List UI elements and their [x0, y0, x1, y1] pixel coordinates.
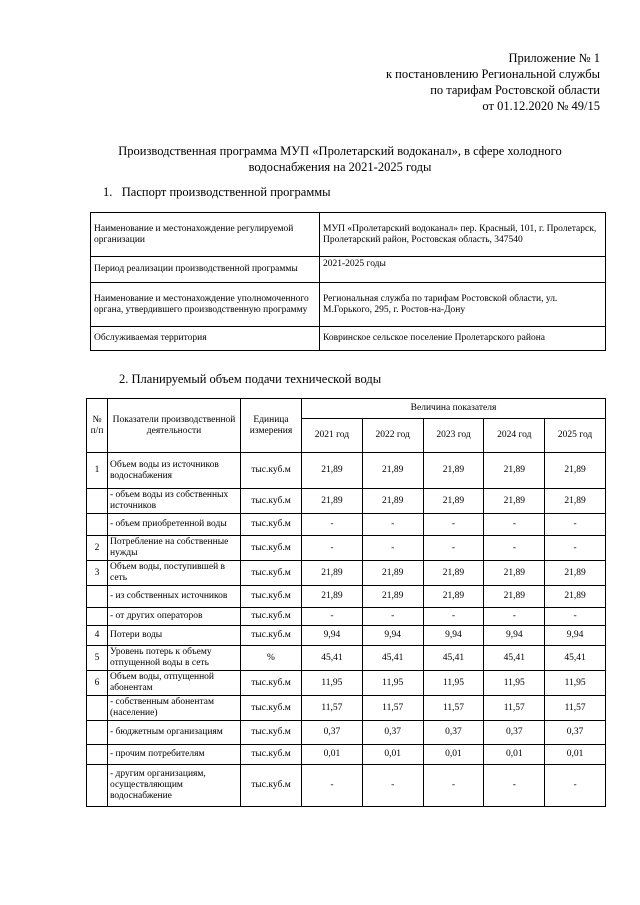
row-value: - — [545, 608, 606, 626]
row-value: 0,37 — [423, 721, 484, 745]
row-value: 0,37 — [484, 721, 545, 745]
header-value-group: Величина показателя — [302, 399, 606, 419]
row-value: - — [302, 536, 363, 561]
row-value: 0,37 — [545, 721, 606, 745]
row-value: 21,89 — [423, 453, 484, 489]
row-value: 21,89 — [484, 453, 545, 489]
row-value: 21,89 — [362, 586, 423, 608]
header-year: 2023 год — [423, 419, 484, 453]
section-1-title: Паспорт производственной программы — [121, 185, 331, 199]
row-value: - — [423, 514, 484, 536]
row-indicator: - из собственных источников — [108, 586, 241, 608]
row-value: 21,89 — [545, 586, 606, 608]
passport-label: Наименование и местонахождение уполномоченного органа, утвердившего производственную программу — [91, 283, 320, 327]
row-value: 45,41 — [423, 646, 484, 671]
row-value: 0,37 — [302, 721, 363, 745]
volume-header-row — [87, 399, 606, 419]
row-indicator: Объем воды, отпущенной абонентам — [108, 671, 241, 696]
row-num — [87, 696, 108, 721]
row-value: - — [423, 536, 484, 561]
row-num: 5 — [87, 646, 108, 671]
row-indicator: - прочим потребителям — [108, 745, 241, 765]
title-line-1: Производственная программа МУП «Пролетарский водоканал», в сфере холодного — [118, 144, 562, 158]
table-row — [87, 696, 606, 721]
table-row — [87, 536, 606, 561]
passport-table — [90, 212, 606, 351]
row-value: 21,89 — [484, 561, 545, 586]
row-value: - — [362, 608, 423, 626]
row-value: 45,41 — [484, 646, 545, 671]
document-title — [80, 143, 600, 175]
appendix-line-3: по тарифам Ростовской области — [430, 83, 600, 97]
row-indicator: Уровень потерь к объему отпущенной воды в сеть — [108, 646, 241, 671]
row-value: 9,94 — [545, 626, 606, 646]
row-value: 21,89 — [484, 586, 545, 608]
row-unit: тыс.куб.м — [241, 561, 302, 586]
row-value: 9,94 — [423, 626, 484, 646]
table-row — [87, 671, 606, 696]
appendix-header — [300, 50, 600, 114]
row-unit: тыс.куб.м — [241, 453, 302, 489]
row-indicator: - бюджетным организациям — [108, 721, 241, 745]
row-value: - — [484, 514, 545, 536]
row-value: - — [484, 765, 545, 807]
row-value: 21,89 — [362, 561, 423, 586]
row-num — [87, 608, 108, 626]
header-num: № п/п — [87, 399, 108, 453]
header-unit: Единица измерения — [241, 399, 302, 453]
row-value: 11,95 — [362, 671, 423, 696]
row-value: 21,89 — [302, 561, 363, 586]
table-row — [87, 586, 606, 608]
appendix-line-2: к постановлению Региональной службы — [385, 67, 600, 81]
table-row — [87, 561, 606, 586]
row-value: - — [302, 765, 363, 807]
passport-value: Региональная служба по тарифам Ростовской области, ул. М.Горького, 295, г. Ростов-на-Дону — [320, 283, 606, 327]
passport-label: Период реализации производственной программы — [91, 257, 320, 283]
row-value: - — [545, 536, 606, 561]
row-indicator: - собственным абонентам (население) — [108, 696, 241, 721]
row-num — [87, 489, 108, 514]
passport-row — [91, 257, 606, 283]
row-unit: тыс.куб.м — [241, 608, 302, 626]
header-year: 2021 год — [302, 419, 363, 453]
row-indicator: - объем приобретенной воды — [108, 514, 241, 536]
row-unit: тыс.куб.м — [241, 745, 302, 765]
row-value: 0,37 — [362, 721, 423, 745]
row-value: 21,89 — [302, 586, 363, 608]
row-value: 0,01 — [545, 745, 606, 765]
row-value: 0,01 — [302, 745, 363, 765]
row-value: 11,95 — [302, 671, 363, 696]
table-row — [87, 626, 606, 646]
row-unit: тыс.куб.м — [241, 696, 302, 721]
row-unit: тыс.куб.м — [241, 536, 302, 561]
row-value: 11,57 — [423, 696, 484, 721]
header-year: 2022 год — [362, 419, 423, 453]
table-row — [87, 489, 606, 514]
row-value: - — [362, 536, 423, 561]
row-num — [87, 765, 108, 807]
row-value: 21,89 — [302, 453, 363, 489]
row-unit: тыс.куб.м — [241, 765, 302, 807]
passport-value: МУП «Пролетарский водоканал» пер. Красный, 101, г. Пролетарск, Пролетарский район, Ростовская область, 347540 — [320, 213, 606, 257]
table-row — [87, 514, 606, 536]
row-value: - — [302, 514, 363, 536]
row-value: 45,41 — [362, 646, 423, 671]
row-value: 9,94 — [362, 626, 423, 646]
passport-row — [91, 327, 606, 351]
row-value: - — [423, 765, 484, 807]
row-value: 11,95 — [484, 671, 545, 696]
row-value: 21,89 — [545, 489, 606, 514]
row-value: 0,01 — [423, 745, 484, 765]
row-indicator: Объем воды, поступившей в сеть — [108, 561, 241, 586]
row-unit: тыс.куб.м — [241, 586, 302, 608]
table-row — [87, 453, 606, 489]
row-num: 1 — [87, 453, 108, 489]
table-row — [87, 646, 606, 671]
row-value: 21,89 — [362, 453, 423, 489]
row-num — [87, 586, 108, 608]
row-value: 0,01 — [484, 745, 545, 765]
row-value: 21,89 — [302, 489, 363, 514]
row-value: 11,57 — [484, 696, 545, 721]
row-value: 9,94 — [302, 626, 363, 646]
section-1-number: 1. — [103, 185, 113, 199]
section-1-heading — [103, 185, 331, 200]
appendix-line-1: Приложение № 1 — [508, 51, 600, 65]
row-unit: % — [241, 646, 302, 671]
row-value: 21,89 — [484, 489, 545, 514]
row-num: 6 — [87, 671, 108, 696]
row-indicator: - объем воды из собственных источников — [108, 489, 241, 514]
row-value: 45,41 — [302, 646, 363, 671]
table-row — [87, 765, 606, 807]
appendix-line-4: от 01.12.2020 № 49/15 — [482, 99, 600, 113]
row-num: 2 — [87, 536, 108, 561]
row-value: - — [484, 536, 545, 561]
row-value: - — [423, 608, 484, 626]
row-value: 0,01 — [362, 745, 423, 765]
row-num: 4 — [87, 626, 108, 646]
row-value: 45,41 — [545, 646, 606, 671]
row-indicator: - от других операторов — [108, 608, 241, 626]
passport-label: Наименование и местонахождение регулируемой организации — [91, 213, 320, 257]
header-indicator: Показатели производственной деятельности — [108, 399, 241, 453]
row-indicator: Потери воды — [108, 626, 241, 646]
row-value: - — [545, 765, 606, 807]
passport-row — [91, 213, 606, 257]
row-unit: тыс.куб.м — [241, 514, 302, 536]
title-line-2: водоснабжения на 2021-2025 годы — [248, 160, 432, 174]
row-value: 11,57 — [302, 696, 363, 721]
table-row — [87, 745, 606, 765]
row-indicator: Объем воды из источников водоснабжения — [108, 453, 241, 489]
row-value: 21,89 — [423, 489, 484, 514]
row-value: 11,95 — [423, 671, 484, 696]
passport-row — [91, 283, 606, 327]
row-value: 21,89 — [545, 561, 606, 586]
row-value: - — [302, 608, 363, 626]
row-unit: тыс.куб.м — [241, 671, 302, 696]
section-2-heading: 2. Планируемый объем подачи технической воды — [119, 372, 382, 386]
row-value: - — [545, 514, 606, 536]
table-row — [87, 721, 606, 745]
passport-value: 2021-2025 годы — [320, 257, 606, 283]
row-value: 11,57 — [362, 696, 423, 721]
row-value: 11,57 — [545, 696, 606, 721]
header-year: 2025 год — [545, 419, 606, 453]
volume-table — [86, 398, 606, 807]
row-unit: тыс.куб.м — [241, 721, 302, 745]
row-unit: тыс.куб.м — [241, 626, 302, 646]
passport-label: Обслуживаемая территория — [91, 327, 320, 351]
row-unit: тыс.куб.м — [241, 489, 302, 514]
row-value: - — [362, 514, 423, 536]
row-value: 11,95 — [545, 671, 606, 696]
passport-value: Ковринское сельское поселение Пролетарского района — [320, 327, 606, 351]
row-num — [87, 514, 108, 536]
row-indicator: - другим организациям, осуществляющим водоснабжение — [108, 765, 241, 807]
table-row — [87, 608, 606, 626]
row-value: 9,94 — [484, 626, 545, 646]
row-value: - — [362, 765, 423, 807]
row-num — [87, 745, 108, 765]
row-num: 3 — [87, 561, 108, 586]
row-value: 21,89 — [423, 586, 484, 608]
row-value: 21,89 — [545, 453, 606, 489]
row-value: - — [484, 608, 545, 626]
row-value: 21,89 — [423, 561, 484, 586]
row-num — [87, 721, 108, 745]
row-indicator: Потребление на собственные нужды — [108, 536, 241, 561]
header-year: 2024 год — [484, 419, 545, 453]
row-value: 21,89 — [362, 489, 423, 514]
